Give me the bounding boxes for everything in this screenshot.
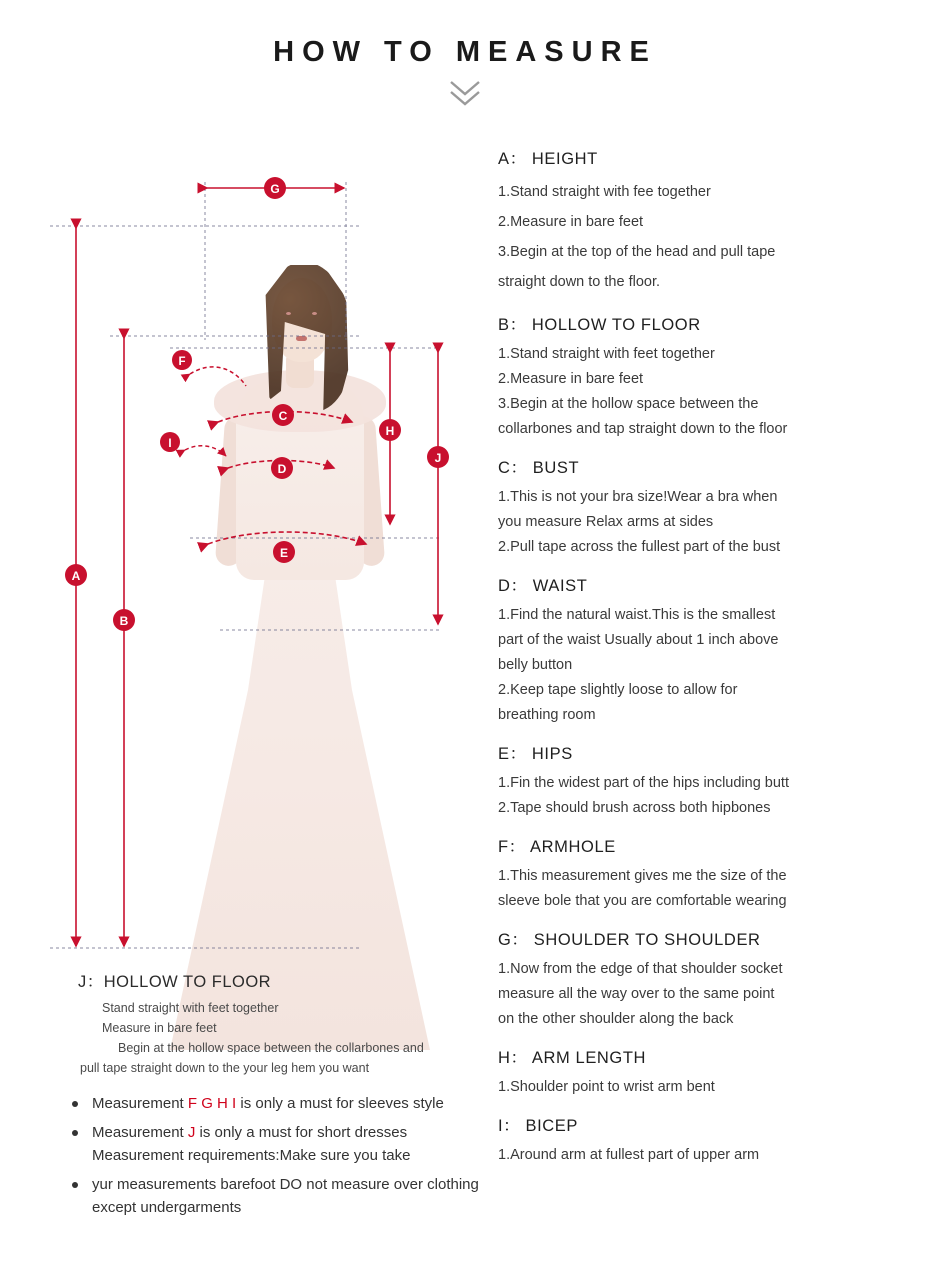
svg-text:F: F	[178, 356, 186, 368]
section-b-line-3: 3.Begin at the hollow space between the	[498, 396, 759, 412]
section-shoulder-to-shoulder	[498, 926, 898, 1030]
svg-text:A: A	[71, 569, 81, 583]
svg-text:D: D	[277, 462, 287, 476]
section-a-line-1: 1.Stand straight with fee together	[498, 184, 711, 200]
svg-text:I: I	[168, 438, 172, 450]
list-item	[70, 1092, 480, 1115]
section-armhole	[498, 833, 898, 912]
section-title-g: G： SHOULDER TO SHOULDER	[498, 931, 761, 949]
section-title-i: I： BICEP	[498, 1117, 578, 1135]
hollow-to-floor-note	[40, 968, 480, 1225]
section-a-line-2: 2.Measure in bare feet	[498, 214, 644, 230]
note-bullets	[40, 1092, 480, 1219]
section-title-f: F： ARMHOLE	[498, 838, 616, 856]
note-line-2: Measure in bare feet	[102, 1021, 217, 1035]
section-hips	[498, 740, 898, 819]
section-title-c: C： BUST	[498, 459, 580, 477]
section-title-h: H： ARM LENGTH	[498, 1049, 647, 1067]
bullet-2-accent: J	[187, 1124, 196, 1141]
section-title-a: A： HEIGHT	[498, 150, 598, 168]
section-g-line-3: on the other shoulder along the back	[498, 1011, 734, 1027]
section-title-e: E： HIPS	[498, 745, 573, 763]
section-g-line-1: 1.Now from the edge of that shoulder socket	[498, 961, 783, 977]
chevron-down-icon	[0, 78, 930, 108]
list-item	[70, 1173, 480, 1219]
note-line-1: Stand straight with feet together	[102, 1001, 279, 1015]
bullet-1-pre: Measurement	[92, 1095, 188, 1112]
svg-text:E: E	[279, 546, 289, 560]
section-e-line-2: 2.Tape should brush across both hipbones	[498, 800, 771, 816]
section-g-line-2: measure all the way over to the same point	[498, 986, 775, 1002]
section-b-line-1: 1.Stand straight with feet together	[498, 346, 715, 362]
section-title-b: B： HOLLOW TO FLOOR	[498, 316, 701, 334]
section-bust	[498, 454, 898, 558]
measurement-diagram	[0, 120, 480, 980]
bullet-3-pre: yur measurements barefoot DO not measure over clothing except undergarments	[92, 1176, 479, 1216]
section-c-line-2: you measure Relax arms at sides	[498, 514, 714, 530]
section-d-line-3: belly button	[498, 657, 573, 673]
note-line-3: Begin at the hollow space between the collarbones and	[118, 1041, 424, 1055]
page-title: HOW TO MEASURE	[273, 36, 657, 68]
section-title-d: D： WAIST	[498, 577, 588, 595]
svg-text:H: H	[385, 424, 395, 438]
section-h-line-1: 1.Shoulder point to wrist arm bent	[498, 1079, 715, 1095]
svg-text:C: C	[278, 409, 288, 423]
measurement-annotations	[40, 120, 520, 1000]
section-waist	[498, 572, 898, 726]
instructions-column	[498, 145, 898, 1180]
section-arm-length	[498, 1044, 898, 1098]
svg-text:G: G	[270, 182, 280, 196]
bullet-2-post: is only a must for short dresses Measurement requirements:Make sure you take	[92, 1124, 411, 1164]
note-heading: J：HOLLOW TO FLOOR	[78, 973, 272, 991]
bullet-1-accent: F G H I	[187, 1095, 237, 1112]
section-c-line-1: 1.This is not your bra size!Wear a bra when	[498, 489, 778, 505]
svg-text:B: B	[119, 614, 129, 628]
note-line-4: pull tape straight down to the your leg hem you want	[80, 1061, 370, 1075]
section-d-line-2: part of the waist Usually about 1 inch above	[498, 632, 779, 648]
section-height	[498, 145, 898, 297]
section-i-line-1: 1.Around arm at fullest part of upper arm	[498, 1147, 760, 1163]
section-d-line-4: 2.Keep tape slightly loose to allow for	[498, 682, 738, 698]
section-b-line-4: collarbones and tap straight down to the floor	[498, 421, 788, 437]
model-illustration	[40, 120, 460, 960]
section-d-line-5: breathing room	[498, 707, 596, 723]
section-b-line-2: 2.Measure in bare feet	[498, 371, 644, 387]
section-c-line-3: 2.Pull tape across the fullest part of the bust	[498, 539, 781, 555]
section-d-line-1: 1.Find the natural waist.This is the smallest	[498, 607, 776, 623]
bullet-2-pre: Measurement	[92, 1124, 188, 1141]
section-a-line-3: 3.Begin at the top of the head and pull tape	[498, 244, 776, 260]
svg-text:J: J	[434, 451, 442, 465]
section-hollow-to-floor	[498, 311, 898, 440]
section-a-line-4: straight down to the floor.	[498, 274, 661, 290]
list-item	[70, 1121, 480, 1167]
bullet-1-post: is only a must for sleeves style	[236, 1095, 444, 1112]
section-e-line-1: 1.Fin the widest part of the hips including butt	[498, 775, 789, 791]
section-f-line-1: 1.This measurement gives me the size of the	[498, 868, 787, 884]
section-bicep	[498, 1112, 898, 1166]
section-f-line-2: sleeve bole that you are comfortable wearing	[498, 893, 787, 909]
